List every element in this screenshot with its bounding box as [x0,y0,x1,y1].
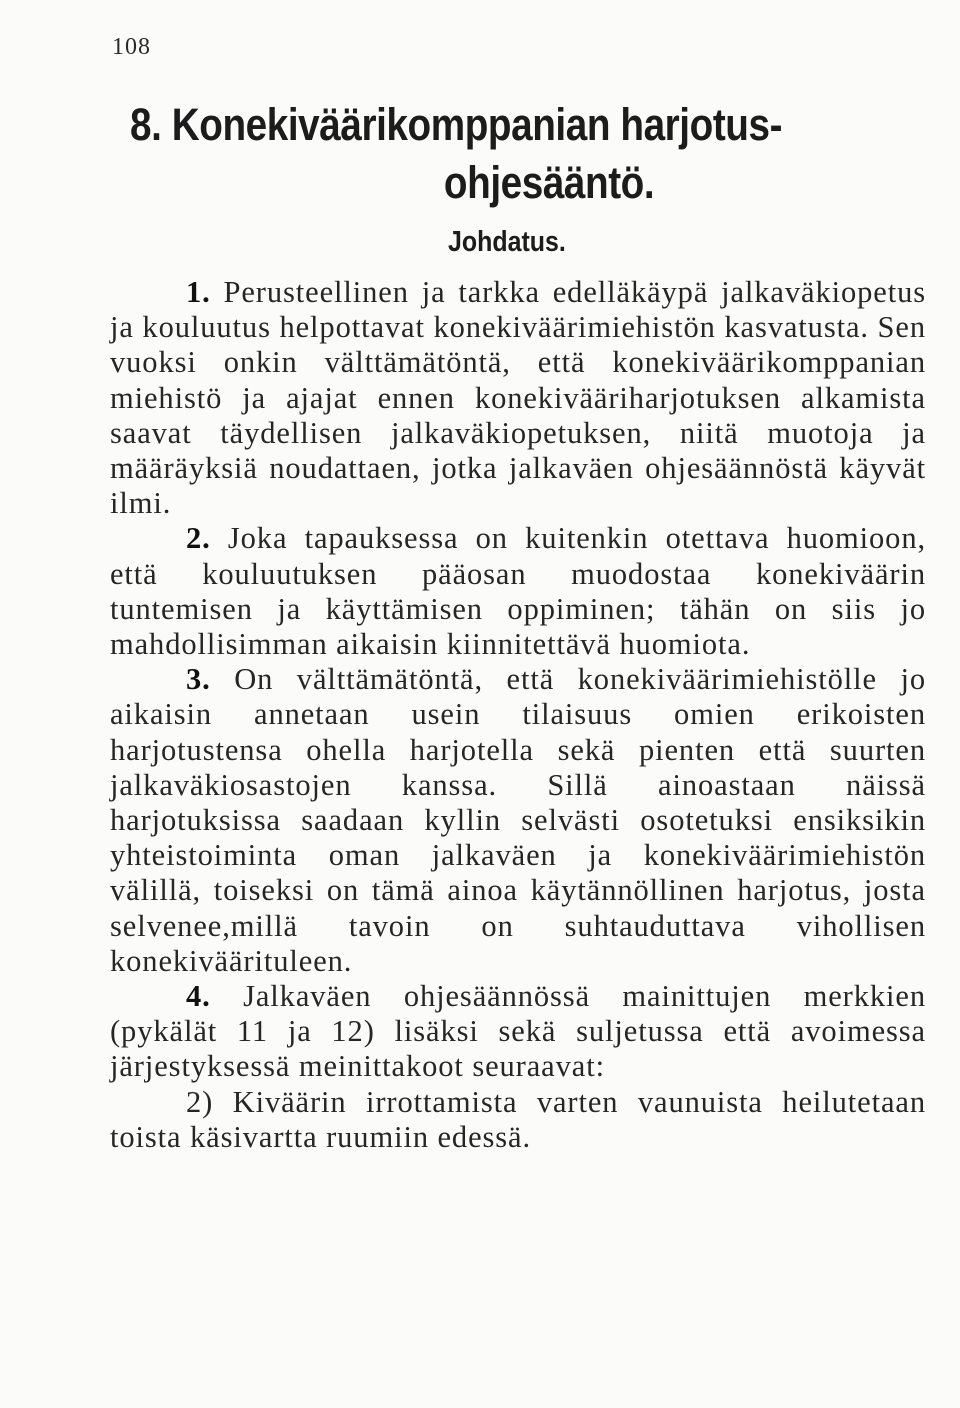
paragraph-number: 2. [186,521,211,556]
section-heading: Johdatus. [448,226,566,258]
paragraph-number: 1. [186,275,211,309]
paragraph-text: Joka tapauksessa on kuitenkin otettava huomioon, että kouluutuksen pääosan muodostaa konekiväärin tuntemisen ja käyttämisen oppiminen; tähän on siis jo mahdollisimman aikaisin kiinnitettävä huomiota. [110,521,926,662]
paragraph-3 [110,662,926,979]
paragraph-number: 3. [186,662,211,697]
paragraph-2 [110,521,926,662]
body-text [110,275,926,1155]
paragraph-1 [110,275,926,521]
paragraph-text: Perusteellinen ja tarkka edelläkäypä jalkaväkiopetus ja kouluutus helpottavat konekiväärimiehistön kasvatusta. Sen vuoksi onkin välttämätöntä, että konekiväärikomppanian miehistö ja ajajat ennen konekivääriharjotuksen alkamista saavat täydellisen jalkaväkiopetuksen, niitä muotoja ja määräyksiä noudattaen, jotka jalkaväen ohjesäännöstä käyvät ilmi. [110,275,926,521]
sub-item-label: 2) [186,1084,214,1119]
sub-item-text: Kiväärin irrottamista varten vaunuista heilutetaan toista käsivartta ruumiin edessä. [110,1084,926,1154]
chapter-title-line2: ohjesääntö. [443,157,655,208]
paragraph-text: On välttämätöntä, että konekiväärimiehistölle jo aikaisin annetaan usein tilaisuus omien erikoisten harjotustensa ohella harjotella sekä pienten että suurten jalkaväkiosastojen kanssa. Sillä ainoastaan näissä harjotuksissa saadaan kyllin selvästi osotetuksi ensiksikin yhteistoiminta oman jalkaväen ja konekiväärimiehistön välillä, toiseksi on tämä ainoa käytännöllinen harjotus, josta selvenee,millä tavoin on suhtauduttava vihollisen konekiväärituleen. [110,662,926,978]
paragraph-text: Jalkaväen ohjesäännössä mainittujen merkkien (pykälät 11 ja 12) lisäksi sekä suljetussa että avoimessa järjestyksessä meinittakoot seuraavat: [110,979,926,1084]
paragraph-4 [110,979,926,1085]
paragraph-number: 4. [186,979,211,1014]
page-number: 108 [112,34,151,60]
chapter-title [130,96,809,212]
sub-item-1 [110,1085,926,1155]
chapter-title-line1: 8. Konekiväärikomppanian harjotus- [130,99,783,150]
